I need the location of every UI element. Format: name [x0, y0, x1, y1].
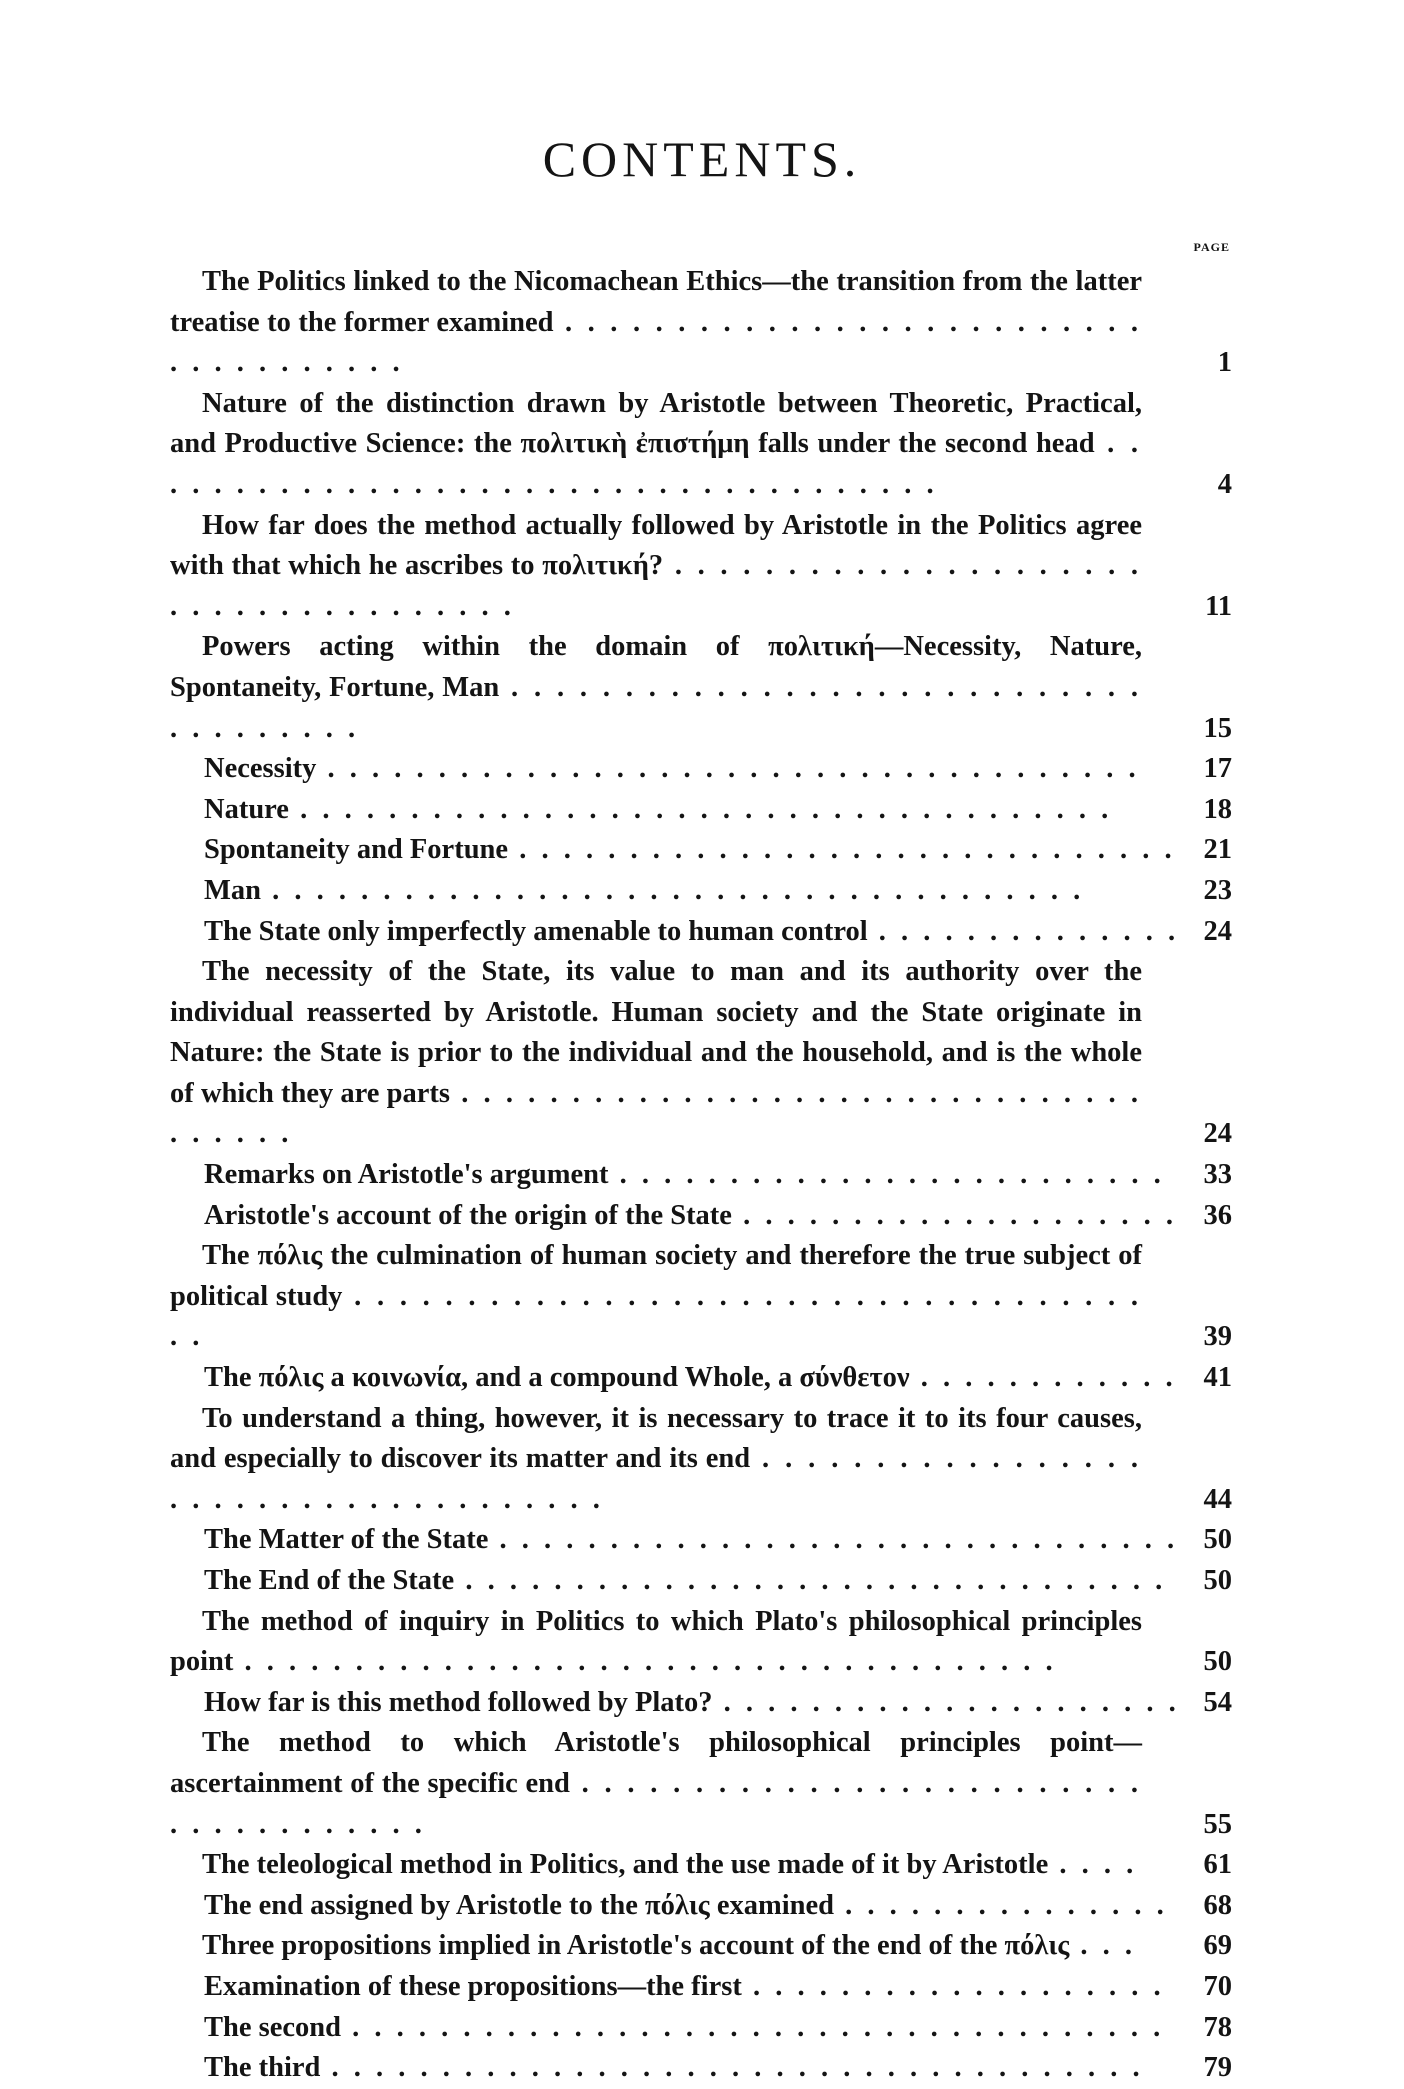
toc-entry[interactable]	[170, 952, 1232, 1155]
toc-entry-title: The necessity of the State, its value to man and its authority over the individual reasserted by Aristotle. Human society and the State originate in Nature: the State is prior to the individual and the household, and is the whole of which they are parts . .	[170, 956, 1142, 1149]
toc-entry-wrapper	[170, 1683, 1142, 1724]
toc-entry-title: Nature of the distinction drawn by Aristotle between Theoretic, Practical, and Productive Science: the πολιτικὴ ἐπιστήμη falls under the second head . .	[170, 388, 1142, 500]
toc-entry-title: Man . .	[204, 871, 1176, 912]
toc-entry-wrapper	[170, 1886, 1142, 1927]
toc-page-number: 50	[1203, 1524, 1232, 1556]
toc-entry[interactable]	[170, 262, 1232, 384]
toc-entry-title: Necessity . .	[204, 749, 1176, 790]
toc-entry-title: The πόλις the culmination of human society and therefore the true subject of political study . .	[170, 1240, 1142, 1352]
toc-entry-title: The method to which Aristotle's philosophical principles point—ascertainment of the specific end . .	[170, 1727, 1142, 1839]
toc-page-number: 41	[1203, 1362, 1232, 1394]
toc-entry[interactable]	[170, 1358, 1232, 1399]
toc-entry[interactable]	[170, 871, 1232, 912]
toc-entry[interactable]	[170, 627, 1232, 749]
toc-entry[interactable]	[170, 1561, 1232, 1602]
toc-entry[interactable]	[170, 749, 1232, 790]
toc-entry-title: Spontaneity and Fortune . .	[204, 830, 1176, 871]
toc-page-number: 36	[1203, 1199, 1232, 1231]
toc-entry-wrapper	[170, 790, 1142, 831]
toc-page-number: 15	[1203, 712, 1232, 744]
toc-entry[interactable]	[170, 1967, 1232, 2008]
toc-page-number: 39	[1203, 1321, 1232, 1353]
toc-entry[interactable]	[170, 830, 1232, 871]
toc-entry-wrapper	[170, 2048, 1142, 2089]
toc-entry[interactable]	[170, 2048, 1232, 2089]
toc-page-number: 78	[1203, 2011, 1232, 2043]
toc-entry-title: The third . .	[204, 2048, 1176, 2089]
toc-entry-title: Examination of these propositions—the first . .	[204, 1967, 1176, 2008]
toc-page-number: 18	[1203, 793, 1232, 825]
toc-page-number: 23	[1203, 874, 1232, 906]
toc-entry-wrapper	[170, 1196, 1142, 1237]
toc-page-number: 68	[1203, 1889, 1232, 1921]
toc-page-number: 24	[1203, 1118, 1232, 1150]
toc-page-number: 1	[1217, 347, 1232, 379]
toc-entry-wrapper	[170, 2008, 1142, 2049]
toc-entry[interactable]	[170, 1196, 1232, 1237]
toc-entry-wrapper	[170, 749, 1142, 790]
page-title: CONTENTS.	[542, 131, 862, 187]
toc-entry-title: The Politics linked to the Nicomachean Ethics—the transition from the latter treatise to the former examined . .	[170, 266, 1142, 378]
toc-page-number: 4	[1217, 468, 1232, 500]
toc-entry-wrapper	[170, 1358, 1142, 1399]
toc-entry-wrapper	[170, 1236, 1142, 1358]
toc-entry-wrapper	[170, 1967, 1142, 2008]
toc-page-number: 54	[1203, 1686, 1232, 1718]
toc-page-number: 50	[1203, 1565, 1232, 1596]
toc-entry-title: The End of the State . .	[204, 1561, 1176, 1602]
toc-entry[interactable]	[170, 2008, 1232, 2049]
toc-entry-title: The πόλις a κοινωνία, and a compound Whole, a σύνθετον . .	[204, 1358, 1176, 1399]
toc-entry-wrapper	[170, 506, 1142, 628]
toc-page-number: 11	[1205, 590, 1232, 622]
toc-entry[interactable]	[170, 1683, 1232, 1724]
toc-entry[interactable]	[170, 384, 1232, 506]
toc-entry-wrapper	[170, 830, 1142, 871]
toc-entry-title: Three propositions implied in Aristotle's account of the end of the πόλις . .	[170, 1926, 1142, 1967]
toc-entry[interactable]	[170, 1886, 1232, 1927]
toc-entry-wrapper	[170, 1723, 1142, 1845]
toc-entry-wrapper	[170, 262, 1142, 384]
toc-entry[interactable]	[170, 1520, 1232, 1561]
page-column-label: PAGE	[1193, 240, 1230, 254]
toc-page-number: 70	[1203, 1970, 1232, 2002]
toc-entry-wrapper	[170, 1926, 1142, 1967]
toc-entry[interactable]	[170, 1926, 1232, 1967]
toc-entry-wrapper	[170, 952, 1142, 1155]
toc-entry-title: How far is this method followed by Plato? . .	[204, 1683, 1176, 1724]
toc-entry-title: The Matter of the State . .	[204, 1520, 1176, 1561]
toc-page-number: 61	[1203, 1849, 1232, 1881]
toc-entry-title: The second . .	[204, 2008, 1176, 2049]
toc-entry-title: How far does the method actually followed by Aristotle in the Politics agree with that which he ascribes to πολιτική? . .	[170, 510, 1142, 622]
toc-page-number: 21	[1203, 834, 1232, 866]
toc-entry[interactable]	[170, 1723, 1232, 1845]
toc-entry-title: Aristotle's account of the origin of the State . .	[204, 1196, 1176, 1237]
toc-entry-wrapper	[170, 1561, 1142, 1602]
toc-entry-wrapper	[170, 1845, 1142, 1886]
toc-entry-wrapper	[170, 1520, 1142, 1561]
toc-entry-wrapper	[170, 1602, 1142, 1683]
toc-page-number: 44	[1203, 1483, 1232, 1515]
toc-entry[interactable]	[170, 506, 1232, 628]
toc-page-number: 24	[1203, 915, 1232, 947]
toc-entry[interactable]	[170, 912, 1232, 953]
toc-entry-title: The State only imperfectly amenable to human control . .	[204, 912, 1176, 953]
toc-entry-title: Nature . .	[204, 790, 1176, 831]
toc-entry[interactable]	[170, 1845, 1232, 1886]
toc-entry-wrapper	[170, 1155, 1142, 1196]
toc-entry[interactable]	[170, 1602, 1232, 1683]
toc-page-number: 50	[1203, 1646, 1232, 1678]
toc-entry-title: The teleological method in Politics, and the use made of it by Aristotle . .	[170, 1845, 1142, 1886]
table-of-contents	[170, 262, 1232, 2089]
toc-entry-title: Powers acting within the domain of πολιτική—Necessity, Nature, Spontaneity, Fortune, Man . .	[170, 631, 1142, 743]
toc-entry-title: To understand a thing, however, it is necessary to trace it to its four causes, and especially to discover its matter and its end . .	[170, 1403, 1142, 1515]
toc-entry-title: The end assigned by Aristotle to the πόλις examined . .	[204, 1886, 1176, 1927]
toc-page-number: 55	[1203, 1808, 1232, 1840]
toc-entry-wrapper	[170, 627, 1142, 749]
toc-entry-wrapper	[170, 871, 1142, 912]
toc-entry[interactable]	[170, 790, 1232, 831]
toc-entry-title: The method of inquiry in Politics to which Plato's philosophical principles point . .	[170, 1606, 1142, 1678]
toc-entry[interactable]	[170, 1155, 1232, 1196]
toc-entry[interactable]	[170, 1399, 1232, 1521]
toc-entry[interactable]	[170, 1236, 1232, 1358]
toc-page-number: 33	[1203, 1159, 1232, 1191]
toc-page-number: 79	[1203, 2052, 1232, 2084]
toc-entry-title: Remarks on Aristotle's argument . .	[204, 1155, 1176, 1196]
toc-entry-wrapper	[170, 1399, 1142, 1521]
toc-entry-wrapper	[170, 912, 1142, 953]
toc-page-number: 69	[1203, 1930, 1232, 1962]
toc-entry-wrapper	[170, 384, 1142, 506]
toc-page-number: 17	[1203, 753, 1232, 785]
